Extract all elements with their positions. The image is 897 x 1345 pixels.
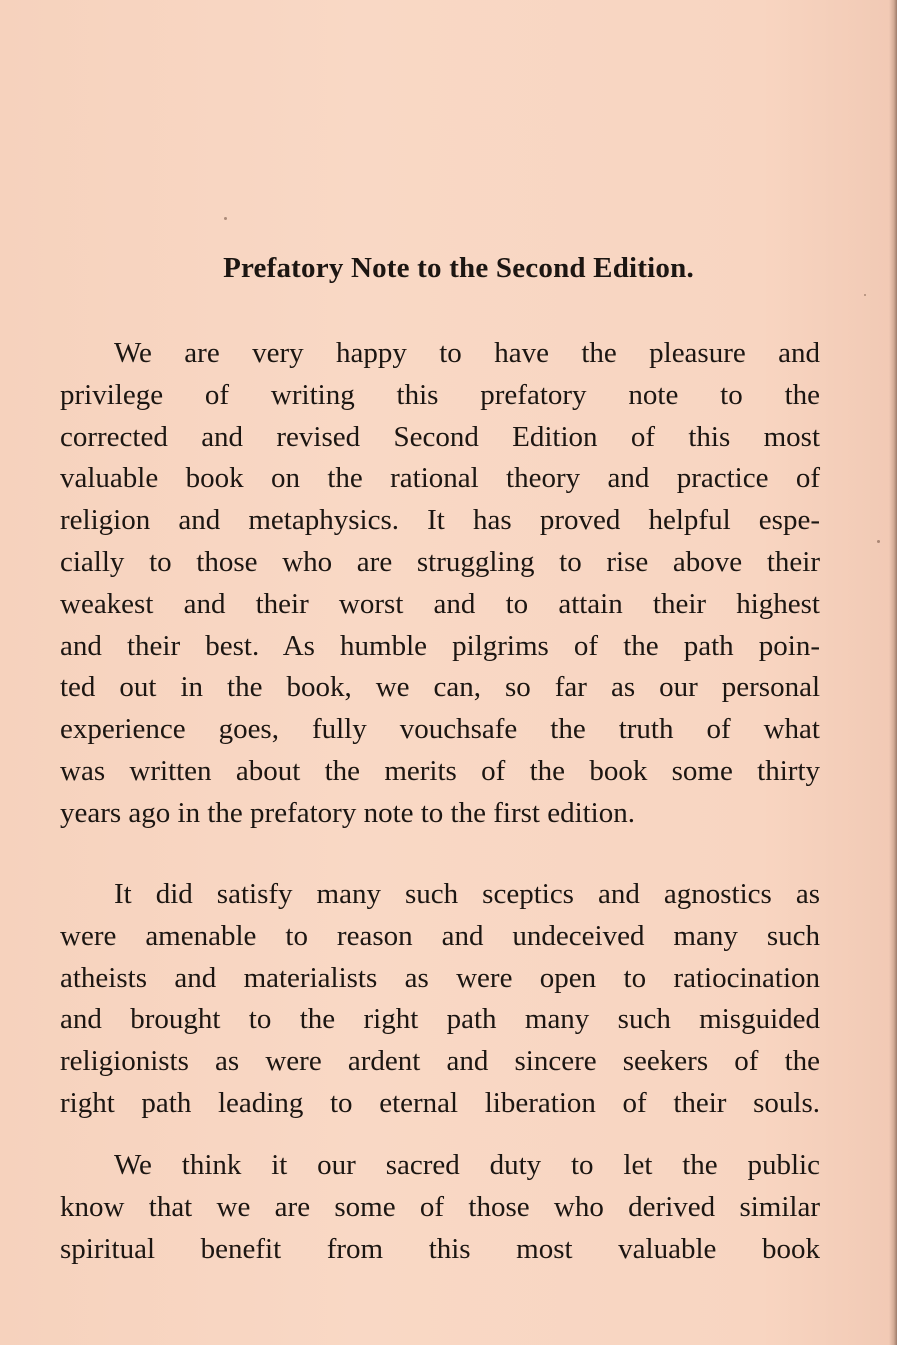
text-line: was written about the merits of the book some thirty <box>60 754 820 787</box>
page-edge-shadow <box>889 0 897 1345</box>
paragraph-1 <box>60 333 820 835</box>
paragraph-2 <box>60 874 820 1125</box>
text-line: right path leading to eternal liberation of their souls. <box>60 1086 820 1119</box>
text-line: privilege of writing this prefatory note to the <box>60 378 820 411</box>
text-line: atheists and materialists as were open to ratiocination <box>60 961 820 994</box>
text-line: and brought to the right path many such misguided <box>60 1003 820 1036</box>
paper-speck <box>877 540 880 543</box>
text-line: We are very happy to have the pleasure and <box>114 337 820 369</box>
text-line: experience goes, fully vouchsafe the truth of what <box>60 713 820 746</box>
page-title: Prefatory Note to the Second Edition. <box>223 252 694 284</box>
paper-speck <box>224 217 227 220</box>
text-line: weakest and their worst and to attain their highest <box>60 587 820 620</box>
text-line: religion and metaphysics. It has proved helpful espe- <box>60 504 820 537</box>
paragraph-3 <box>60 1145 820 1270</box>
text-line: valuable book on the rational theory and practice of <box>60 462 820 495</box>
text-line: religionists as were ardent and sincere seekers of the <box>60 1045 820 1078</box>
text-line: cially to those who are struggling to rise above their <box>60 545 820 578</box>
text-line: We think it our sacred duty to let the public <box>114 1149 820 1181</box>
text-line: know that we are some of those who derived similar <box>60 1190 820 1223</box>
text-line: spiritual benefit from this most valuable book <box>60 1232 820 1265</box>
text-line: ted out in the book, we can, so far as our personal <box>60 671 820 704</box>
text-line: corrected and revised Second Edition of this most <box>60 420 820 453</box>
text-line: and their best. As humble pilgrims of the path poin- <box>60 629 820 662</box>
paper-speck <box>864 294 866 296</box>
text-line: were amenable to reason and undeceived many such <box>60 919 820 952</box>
text-line: years ago in the prefatory note to the first edition. <box>60 796 635 829</box>
text-line: It did satisfy many such sceptics and agnostics as <box>114 878 820 910</box>
